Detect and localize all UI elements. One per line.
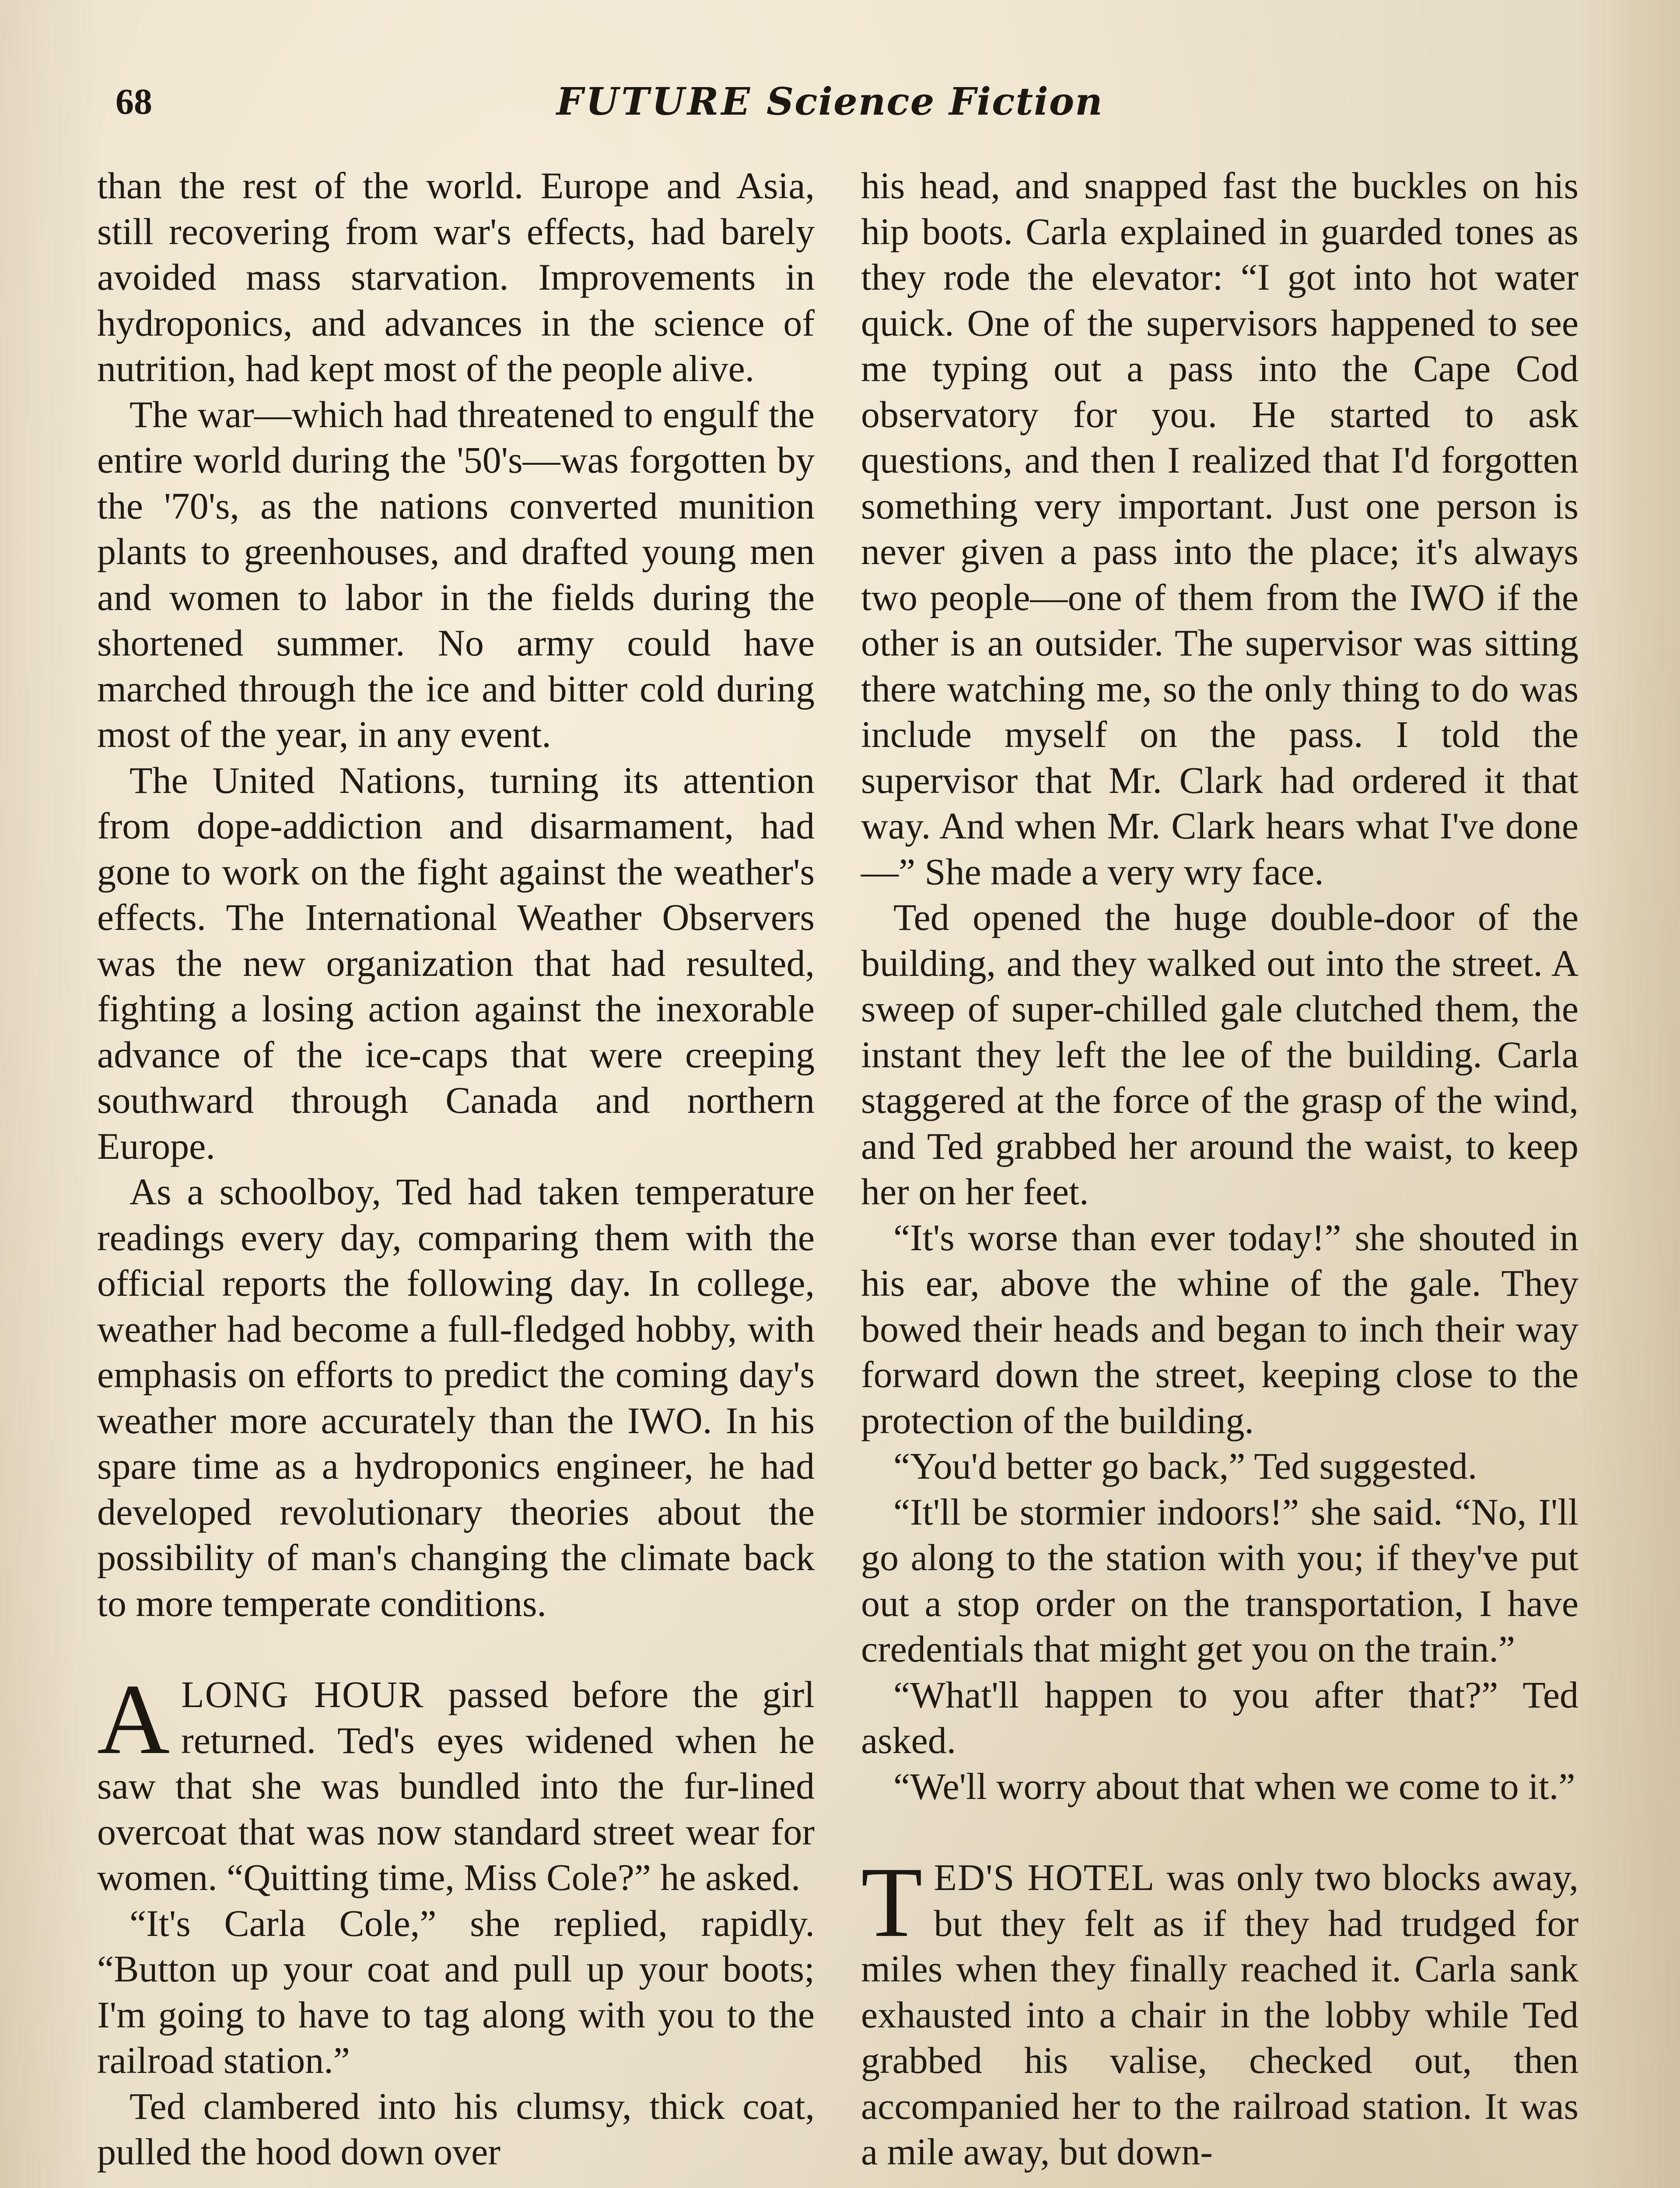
paragraph: his head, and snapped fast the buckles on his hip boots. Carla explained in guarded tones as they rode the elevator: “I got into hot water quick. One of the supervisors happened to see me typing out a pass into the Cape Cod observatory for you. He started to ask questions, and then I realized that I'd forgotten something very important. Just one person is never given a pass into the place; it's always two people—one of them from the IWO if the other is an outsider. The supervisor was sitting there watching me, so the only thing to do was include myself on the pass. I told the supervisor that Mr. Clark had ordered it that way. And when Mr. Clark hears what I've done—” She made a very wry face. [861, 165, 1578, 893]
paragraph: “It's worse than ever today!” she shouted in his ear, above the whine of the gale. They bowed their heads and began to inch their way forward down the street, keeping close to the protection of the building. [861, 1216, 1578, 1441]
paragraph: “It's Carla Cole,” she replied, rapidly. “Button up your coat and pull up your boots; I'm going to have to tag along with you to the railroad station.” [97, 1902, 815, 2081]
paragraph: As a schoolboy, Ted had taken temperature readings every day, comparing them with the official reports the following day. In college, weather had become a full-fledged hobby, with emphasis on efforts to predict the coming day's weather more accurately than the IWO. In his spare time as a hydroponics engineer, he had developed revolutionary theories about the possibility of man's changing the climate back to more temperate conditions. [97, 1171, 815, 1624]
page-number: 68 [116, 81, 152, 122]
page-header [102, 74, 1580, 130]
section-break [97, 1626, 815, 1672]
paragraph: The United Nations, turning its attention from dope-addiction and disarmament, had gone to work on the fight against the weather's effects. The International Weather Observers was the new organization that had resulted, fighting a losing action against the inexorable advance of the ice-caps that were creeping southward through Canada and northern Europe. [97, 759, 815, 1167]
paragraph: Ted clambered into his clumsy, thick coat, pulled the hood down over [97, 2085, 815, 2173]
left-column [97, 163, 815, 2175]
running-head [556, 74, 1103, 130]
section-opening-paragraph [861, 1846, 1578, 2175]
paragraph: than the rest of the world. Europe and Asia, still recovering from war's effects, had barely avoided mass starvation. Improvements in hydroponics, and advances in the science of nutrition, had kept most of the people alive. [97, 165, 815, 389]
paragraph: Ted opened the huge double-door of the building, and they walked out into the street. A sweep of super-chilled gale clutched them, the instant they left the lee of the building. Carla staggered at the force of the grasp of the wind, and Ted grabbed her around the waist, to keep her on her feet. [861, 896, 1578, 1213]
drop-cap: T [861, 1846, 923, 1958]
paragraph-text: passed before the girl returned. Ted's eyes widened when he saw that she was bundled into the fur-lined overcoat that was now standard street wear for women. “Quitting time, Miss Cole?” he asked. [97, 1673, 815, 1898]
magazine-title-future: FUTURE [556, 80, 753, 124]
paragraph: “What'll happen to you after that?” Ted asked. [861, 1673, 1578, 1761]
lead-words: LONG HOUR [181, 1673, 424, 1715]
paragraph: “It'll be stormier indoors!” she said. “No, I'll go along to the station with you; if they've put out a stop order on the transportation, I have credentials that might get you on the train.” [861, 1490, 1578, 1670]
paragraph: “You'd better go back,” Ted suggested. [893, 1445, 1477, 1487]
magazine-title-science-fiction: Science Fiction [766, 80, 1103, 124]
right-column [861, 163, 1578, 2175]
drop-cap: A [97, 1663, 170, 1775]
section-break [861, 1809, 1578, 1855]
section-opening-paragraph [97, 1663, 815, 1900]
lead-words: ED'S HOTEL [934, 1856, 1155, 1898]
paragraph: The war—which had threatened to engulf the entire world during the '50's—was forgotten by the '70's, as the nations converted munition plants to greenhouses, and drafted young men and women to labor in the fields during the shortened summer. No army could have marched through the ice and bitter cold during most of the year, in any event. [97, 393, 815, 755]
paragraph: “We'll worry about that when we come to it.” [893, 1765, 1575, 1807]
paragraph-text: was only two blocks away, but they felt as if they had trudged for miles when they finally reached it. Carla sank exhausted into a chair in the lobby while Ted grabbed his valise, checked out, then accompanied her to the railroad station. It was a mile away, but down- [861, 1856, 1578, 2173]
